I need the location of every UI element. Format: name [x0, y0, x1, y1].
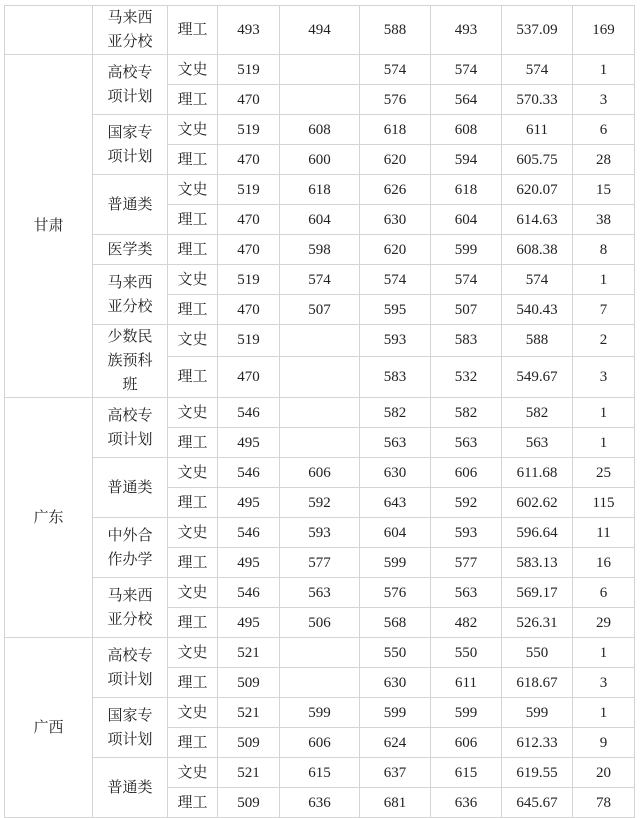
subject-cell: 理工 — [168, 428, 218, 458]
min-score-a-cell: 604 — [280, 205, 360, 235]
min-score-a-cell: 598 — [280, 235, 360, 265]
min-score-cell: 618 — [431, 175, 502, 205]
max-score-cell: 681 — [360, 788, 431, 818]
max-score-cell: 637 — [360, 758, 431, 788]
control-line-cell: 493 — [218, 6, 280, 55]
min-score-cell: 577 — [431, 548, 502, 578]
avg-score-cell: 596.64 — [502, 518, 573, 548]
subject-cell: 文史 — [168, 518, 218, 548]
count-cell: 20 — [573, 758, 635, 788]
subject-cell: 文史 — [168, 325, 218, 357]
min-score-cell: 574 — [431, 55, 502, 85]
control-line-cell: 509 — [218, 668, 280, 698]
count-cell: 1 — [573, 398, 635, 428]
table-row — [5, 265, 635, 295]
min-score-a-cell: 615 — [280, 758, 360, 788]
max-score-cell: 574 — [360, 55, 431, 85]
max-score-cell: 583 — [360, 356, 431, 397]
min-score-a-cell: 599 — [280, 698, 360, 728]
max-score-cell: 582 — [360, 398, 431, 428]
max-score-cell: 604 — [360, 518, 431, 548]
max-score-cell: 630 — [360, 458, 431, 488]
max-score-cell: 593 — [360, 325, 431, 357]
avg-score-cell: 569.17 — [502, 578, 573, 608]
category-cell: 高校专项计划 — [93, 398, 168, 458]
control-line-cell: 470 — [218, 85, 280, 115]
max-score-cell: 626 — [360, 175, 431, 205]
min-score-cell: 606 — [431, 728, 502, 758]
category-cell: 马来西亚分校 — [93, 265, 168, 325]
avg-score-cell: 537.09 — [502, 6, 573, 55]
table-row — [5, 175, 635, 205]
category-cell: 高校专项计划 — [93, 55, 168, 115]
control-line-cell: 521 — [218, 698, 280, 728]
min-score-cell: 582 — [431, 398, 502, 428]
min-score-cell: 599 — [431, 698, 502, 728]
subject-cell: 文史 — [168, 115, 218, 145]
avg-score-cell: 605.75 — [502, 145, 573, 175]
control-line-cell: 546 — [218, 458, 280, 488]
max-score-cell: 599 — [360, 698, 431, 728]
count-cell: 9 — [573, 728, 635, 758]
min-score-a-cell: 592 — [280, 488, 360, 518]
max-score-cell: 550 — [360, 638, 431, 668]
avg-score-cell: 619.55 — [502, 758, 573, 788]
subject-cell: 理工 — [168, 235, 218, 265]
province-cell — [5, 6, 93, 55]
min-score-a-cell: 606 — [280, 458, 360, 488]
count-cell: 1 — [573, 428, 635, 458]
avg-score-cell: 618.67 — [502, 668, 573, 698]
category-cell: 少数民族预科班 — [93, 325, 168, 398]
min-score-a-cell — [280, 356, 360, 397]
table-row — [5, 458, 635, 488]
subject-cell: 文史 — [168, 578, 218, 608]
subject-cell: 理工 — [168, 6, 218, 55]
avg-score-cell: 645.67 — [502, 788, 573, 818]
max-score-cell: 643 — [360, 488, 431, 518]
min-score-a-cell: 606 — [280, 728, 360, 758]
avg-score-cell: 611 — [502, 115, 573, 145]
min-score-a-cell: 563 — [280, 578, 360, 608]
table-row — [5, 518, 635, 548]
subject-cell: 文史 — [168, 758, 218, 788]
table-row — [5, 115, 635, 145]
control-line-cell: 519 — [218, 325, 280, 357]
control-line-cell: 495 — [218, 428, 280, 458]
count-cell: 1 — [573, 638, 635, 668]
subject-cell: 文史 — [168, 175, 218, 205]
province-cell: 广东 — [5, 398, 93, 638]
count-cell: 169 — [573, 6, 635, 55]
table-row — [5, 55, 635, 85]
min-score-cell: 594 — [431, 145, 502, 175]
max-score-cell: 574 — [360, 265, 431, 295]
subject-cell: 文史 — [168, 398, 218, 428]
min-score-cell: 532 — [431, 356, 502, 397]
max-score-cell: 618 — [360, 115, 431, 145]
min-score-cell: 507 — [431, 295, 502, 325]
count-cell: 7 — [573, 295, 635, 325]
count-cell: 16 — [573, 548, 635, 578]
control-line-cell: 495 — [218, 608, 280, 638]
control-line-cell: 470 — [218, 205, 280, 235]
control-line-cell: 470 — [218, 356, 280, 397]
control-line-cell: 519 — [218, 55, 280, 85]
subject-cell: 理工 — [168, 608, 218, 638]
avg-score-cell: 614.63 — [502, 205, 573, 235]
min-score-a-cell: 574 — [280, 265, 360, 295]
min-score-a-cell — [280, 398, 360, 428]
min-score-cell: 564 — [431, 85, 502, 115]
min-score-a-cell: 593 — [280, 518, 360, 548]
min-score-a-cell — [280, 638, 360, 668]
count-cell: 3 — [573, 356, 635, 397]
min-score-a-cell: 506 — [280, 608, 360, 638]
min-score-cell: 583 — [431, 325, 502, 357]
control-line-cell: 470 — [218, 295, 280, 325]
admission-scores-table — [4, 5, 635, 818]
avg-score-cell: 574 — [502, 265, 573, 295]
min-score-cell: 563 — [431, 428, 502, 458]
control-line-cell: 470 — [218, 145, 280, 175]
min-score-a-cell — [280, 325, 360, 357]
subject-cell: 理工 — [168, 728, 218, 758]
subject-cell: 理工 — [168, 356, 218, 397]
subject-cell: 文史 — [168, 458, 218, 488]
category-cell: 普通类 — [93, 758, 168, 818]
count-cell: 6 — [573, 578, 635, 608]
subject-cell: 理工 — [168, 488, 218, 518]
avg-score-cell: 550 — [502, 638, 573, 668]
subject-cell: 理工 — [168, 668, 218, 698]
min-score-a-cell: 608 — [280, 115, 360, 145]
table-row — [5, 638, 635, 668]
avg-score-cell: 611.68 — [502, 458, 573, 488]
count-cell: 2 — [573, 325, 635, 357]
max-score-cell: 588 — [360, 6, 431, 55]
subject-cell: 文史 — [168, 265, 218, 295]
subject-cell: 文史 — [168, 638, 218, 668]
max-score-cell: 624 — [360, 728, 431, 758]
min-score-cell: 636 — [431, 788, 502, 818]
count-cell: 78 — [573, 788, 635, 818]
category-cell: 普通类 — [93, 175, 168, 235]
count-cell: 8 — [573, 235, 635, 265]
subject-cell: 理工 — [168, 145, 218, 175]
subject-cell: 理工 — [168, 205, 218, 235]
province-cell: 广西 — [5, 638, 93, 818]
count-cell: 115 — [573, 488, 635, 518]
count-cell: 15 — [573, 175, 635, 205]
count-cell: 25 — [573, 458, 635, 488]
min-score-cell: 599 — [431, 235, 502, 265]
min-score-a-cell: 494 — [280, 6, 360, 55]
avg-score-cell: 526.31 — [502, 608, 573, 638]
min-score-a-cell — [280, 668, 360, 698]
control-line-cell: 519 — [218, 265, 280, 295]
count-cell: 11 — [573, 518, 635, 548]
min-score-a-cell: 600 — [280, 145, 360, 175]
control-line-cell: 509 — [218, 788, 280, 818]
max-score-cell: 595 — [360, 295, 431, 325]
control-line-cell: 521 — [218, 758, 280, 788]
control-line-cell: 521 — [218, 638, 280, 668]
subject-cell: 理工 — [168, 85, 218, 115]
min-score-cell: 608 — [431, 115, 502, 145]
province-cell: 甘肃 — [5, 55, 93, 398]
min-score-a-cell: 636 — [280, 788, 360, 818]
min-score-cell: 604 — [431, 205, 502, 235]
subject-cell: 文史 — [168, 55, 218, 85]
min-score-cell: 563 — [431, 578, 502, 608]
count-cell: 1 — [573, 55, 635, 85]
min-score-a-cell — [280, 428, 360, 458]
table-row — [5, 698, 635, 728]
avg-score-cell: 540.43 — [502, 295, 573, 325]
control-line-cell: 509 — [218, 728, 280, 758]
min-score-cell: 482 — [431, 608, 502, 638]
count-cell: 29 — [573, 608, 635, 638]
category-cell: 中外合作办学 — [93, 518, 168, 578]
count-cell: 38 — [573, 205, 635, 235]
subject-cell: 理工 — [168, 788, 218, 818]
avg-score-cell: 583.13 — [502, 548, 573, 578]
count-cell: 3 — [573, 85, 635, 115]
category-cell: 高校专项计划 — [93, 638, 168, 698]
min-score-cell: 611 — [431, 668, 502, 698]
max-score-cell: 620 — [360, 145, 431, 175]
avg-score-cell: 563 — [502, 428, 573, 458]
category-cell: 医学类 — [93, 235, 168, 265]
subject-cell: 理工 — [168, 548, 218, 578]
min-score-a-cell: 618 — [280, 175, 360, 205]
max-score-cell: 630 — [360, 668, 431, 698]
table-row — [5, 578, 635, 608]
control-line-cell: 495 — [218, 548, 280, 578]
category-cell: 马来西亚分校 — [93, 6, 168, 55]
control-line-cell: 546 — [218, 398, 280, 428]
category-cell: 马来西亚分校 — [93, 578, 168, 638]
avg-score-cell: 588 — [502, 325, 573, 357]
control-line-cell: 519 — [218, 175, 280, 205]
count-cell: 28 — [573, 145, 635, 175]
avg-score-cell: 570.33 — [502, 85, 573, 115]
min-score-cell: 493 — [431, 6, 502, 55]
count-cell: 1 — [573, 265, 635, 295]
table-row — [5, 235, 635, 265]
avg-score-cell: 549.67 — [502, 356, 573, 397]
avg-score-cell: 574 — [502, 55, 573, 85]
min-score-a-cell — [280, 55, 360, 85]
min-score-cell: 615 — [431, 758, 502, 788]
subject-cell: 理工 — [168, 295, 218, 325]
control-line-cell: 546 — [218, 518, 280, 548]
max-score-cell: 568 — [360, 608, 431, 638]
avg-score-cell: 602.62 — [502, 488, 573, 518]
min-score-cell: 550 — [431, 638, 502, 668]
max-score-cell: 599 — [360, 548, 431, 578]
max-score-cell: 620 — [360, 235, 431, 265]
control-line-cell: 495 — [218, 488, 280, 518]
table-row — [5, 6, 635, 55]
control-line-cell: 519 — [218, 115, 280, 145]
count-cell: 1 — [573, 698, 635, 728]
min-score-cell: 606 — [431, 458, 502, 488]
avg-score-cell: 582 — [502, 398, 573, 428]
count-cell: 3 — [573, 668, 635, 698]
control-line-cell: 470 — [218, 235, 280, 265]
min-score-cell: 592 — [431, 488, 502, 518]
avg-score-cell: 620.07 — [502, 175, 573, 205]
avg-score-cell: 612.33 — [502, 728, 573, 758]
max-score-cell: 576 — [360, 578, 431, 608]
avg-score-cell: 608.38 — [502, 235, 573, 265]
category-cell: 普通类 — [93, 458, 168, 518]
min-score-a-cell: 507 — [280, 295, 360, 325]
avg-score-cell: 599 — [502, 698, 573, 728]
category-cell: 国家专项计划 — [93, 698, 168, 758]
count-cell: 6 — [573, 115, 635, 145]
min-score-a-cell — [280, 85, 360, 115]
table-row — [5, 325, 635, 357]
subject-cell: 文史 — [168, 698, 218, 728]
max-score-cell: 576 — [360, 85, 431, 115]
min-score-a-cell: 577 — [280, 548, 360, 578]
min-score-cell: 574 — [431, 265, 502, 295]
table-row — [5, 398, 635, 428]
max-score-cell: 630 — [360, 205, 431, 235]
max-score-cell: 563 — [360, 428, 431, 458]
category-cell: 国家专项计划 — [93, 115, 168, 175]
table-row — [5, 758, 635, 788]
min-score-cell: 593 — [431, 518, 502, 548]
control-line-cell: 546 — [218, 578, 280, 608]
